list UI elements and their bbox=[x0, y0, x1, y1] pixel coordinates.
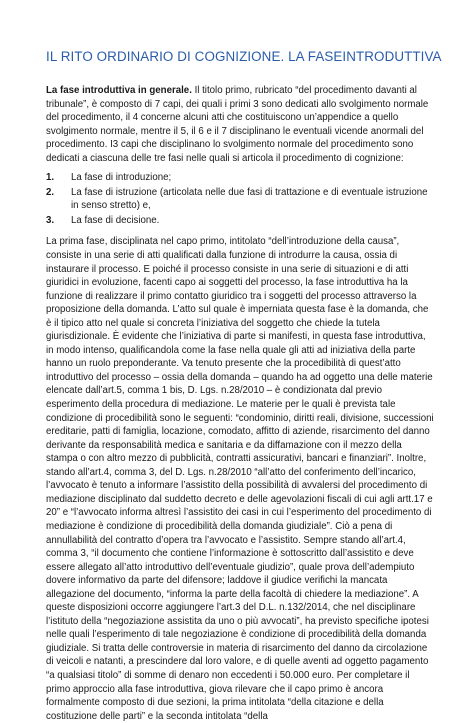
list-text: La fase di istruzione (articolata nelle due fasi di trattazione e di eventuale istruzione in senso stretto) e, bbox=[71, 186, 428, 212]
list-text: La fase di introduzione; bbox=[71, 172, 172, 184]
list-text: La fase di decisione. bbox=[71, 214, 160, 226]
list-item bbox=[46, 186, 434, 213]
intro-text: Il titolo primo, rubricato “del procedimento davanti al tribunale”, è composto di 7 capi, dei quali i primi 3 sono dedicati allo svolgimento normale del procedimento, il 4 concerne alcuni atti che costituiscono un’appendice a quello svolgimento normale, mentre il 5, il 6 e il 7 disciplinano le eventuali vicende anormali del procedimento. I3 capi che disciplinano lo svolgimento normale del procedimento sono dedicati a ciascuna delle tre fasi nelle quali si articola il procedimento di cognizione: bbox=[46, 85, 429, 164]
list-number: 3. bbox=[46, 214, 55, 226]
phase-list bbox=[46, 171, 434, 227]
body-paragraph: La prima fase, disciplinata nel capo primo, intitolato “dell’introduzione della causa”, consiste in una serie di atti qualificati dalla funzione di introdurre la causa, ossia di instaurare il processo. E poiché il processo consiste in una serie di situazioni e di atti giuridici in evoluzione, facenti capo ai soggetti del processo, la fase introduttiva ha la funzione di realizzare il primo contatto giuridico tra i soggetti del processo attraverso la proposizione della domanda. L’atto sul quale è imperniata questa fase è la domanda, che è il tipico atto nel quale si concreta l’iniziativa del soggetto che chiede la tutela giurisdizionale. È evidente che l’iniziativa di parte si manifesti, in questa fase introduttiva, in modo intenso, qualificandola come la fase nella quale gli atti ad iniziativa della parte hanno un ruolo preponderante. Va tenuto presente che la procedibilità di quest’atto introduttivo del processo – ossia della domanda – quando ha ad oggetto una delle materie elencate dall’art.5, comma 1 bis, D. Lgs. n.28/2010 – è condizionata dal previo esperimento della procedura di mediazione. Le materie per le quali è prevista tale condizione di procedibilità sono le seguenti: “condominio, diritti reali, divisione, successioni ereditarie, patti di famiglia, locazione, comodato, affitto di aziende, risarcimento del danno derivante da responsabilità medica e sanitaria e da diffamazione con il mezzo della stampa o con altro mezzo di pubblicità, contratti assicurativi, bancari e finanziari”. Inoltre, stando all’art.4, comma 3, del D. Lgs. n.28/2010 “all’atto del conferimento dell’incarico, l’avvocato è tenuto a informare l’assistito della possibilità di avvalersi del procedimento di mediazione disciplinato dal suddetto decreto e delle agevolazioni fiscali di cui agli artt.17 e 20” e “l’avvocato informa altresì l’assistito dei casi in cui l’esperimento del procedimento di mediazione è condizione di procedibilità della domanda giudiziale”. Ciò a pena di annullabilità del contratto d’opera tra l’avvocato e l’assistito. Sempre stando all’art.4, comma 3, “il documento che contiene l’informazione è sottoscritto dall’assistito e deve essere allegato all’atto introduttivo dell’eventuale giudizio”, quale prova dell’adempiuto dovere informativo da parte del difensore; laddove il giudice verifichi la mancata allegazione del documento, “informa la parte della facoltà di chiedere la mediazione”. A queste disposizioni occorre aggiungere l’art.3 del D.L. n.132/2014, che nel disciplinare l’istituto della “negoziazione assistita da uno o più avvocati”, ha previsto specifiche ipotesi nelle quali l’esperimento di tale negoziazione è condizione di procedibilità della domanda giudiziale. Si tratta delle controversie in materia di risarcimento del danno da circolazione di veicoli e natanti, a prescindere dal loro valore, e di quelle aventi ad oggetto pagamento “a qualsiasi titolo” di somme di denaro non eccedenti i 50.000 euro. Per completare il primo approccio alla fase introduttiva, giova rilevare che il capo primo è ancora formalmente composto di due sezioni, la prima intitolata “della citazione e della costituzione delle parti” e la seconda intitolata “della bbox=[46, 236, 434, 722]
document-title: IL RITO ORDINARIO DI COGNIZIONE. LA FASEINTRODUTTIVA bbox=[46, 49, 442, 64]
list-number: 1. bbox=[46, 172, 55, 184]
intro-paragraph bbox=[46, 84, 434, 165]
list-number: 2. bbox=[46, 186, 55, 198]
intro-heading: La fase introduttiva in generale. bbox=[46, 85, 192, 96]
list-item bbox=[46, 171, 434, 185]
list-item bbox=[46, 214, 434, 228]
